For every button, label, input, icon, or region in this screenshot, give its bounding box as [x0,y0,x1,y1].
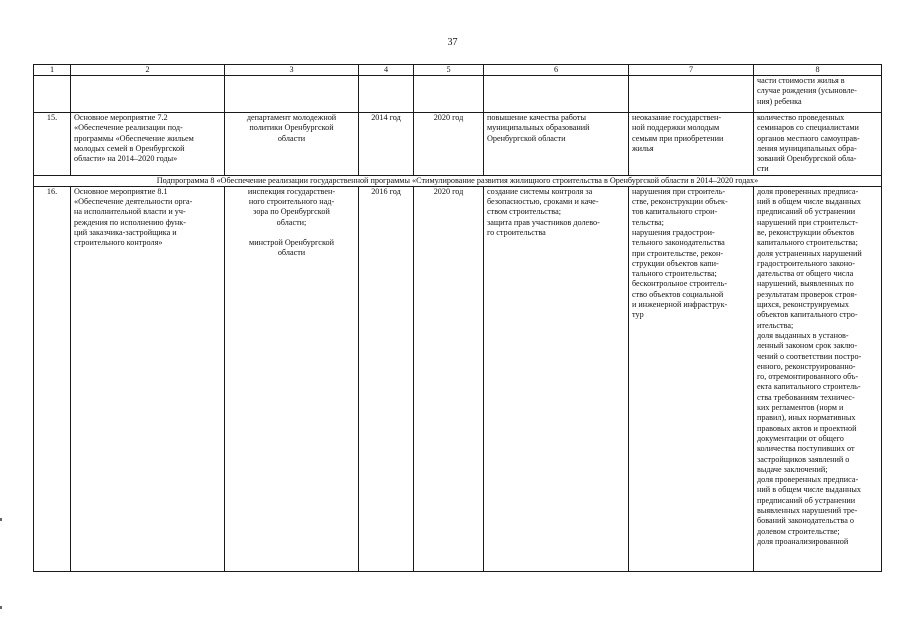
column-number-row [34,65,882,76]
end-year-cell: 2020 год [414,186,484,571]
subprogram-heading-row [34,175,882,186]
table-cell [225,76,359,113]
column-number: 3 [225,65,359,76]
measures-table [33,64,882,572]
row-number: 16. [34,186,71,571]
executor-ministry: минстрой Оренбургской области [249,237,334,258]
end-year-cell: 2020 год [414,113,484,176]
column-number: 4 [359,65,414,76]
indicator-cell: доля проверенных предписа- ний в общем числе выданных предписаний об устранении нарушений при строительст- ве, реконструкции объектов капитального строительства; доля устраненных нарушений градостроительного законо- дательства от общего числа нарушений, выявленных по результатам проверок строя- щихся, реконструируемых объектов капитального стро- ительства; доля выданных в установ- ленный законом срок заклю- чений о соответствии постро- енного, реконструированно- го, отремонтированного объ- екта капитального строитель- ства требованиям техничес- ких регламентов (норм и правил), иных нормативных правовых актов и проектной документации от общего количества поступивших от застройщиков заявлений о выдаче заключений; доля проверенных предписа- ний в общем числе выданных предписаний об устранении выявленных нарушений тре- бований законодательства о долевом строительстве; доля проанализированной [754,186,882,571]
executor-cell: департамент молодежной политики Оренбургской области [225,113,359,176]
executor-cell [225,186,359,571]
indicator-cell: количество проведенных семинаров со специалистами органов местного самоуправ- ления муниципальных обра- зований Оренбургской обла- сти [754,113,882,176]
result-cell: создание системы контроля за безопасностью, сроками и каче- ством строительства; защита прав участников долево- го строительства [484,186,629,571]
column-number: 2 [71,65,225,76]
page-number: 37 [447,37,458,48]
consequence-cell: неоказание государствен- ной поддержки молодым семьям при приобретении жилья [629,113,754,176]
table-cell [629,76,754,113]
row-number: 15. [34,113,71,176]
scan-mark [0,518,2,521]
measure-cell: Основное мероприятие 8.1 «Обеспечение деятельности орга- на исполнительной власти и уч- реждения по исполнению функ- ций заказчика-застройщика и строительного контроля» [71,186,225,571]
start-year-cell: 2016 год [359,186,414,571]
column-number: 1 [34,65,71,76]
table-cell [34,76,71,113]
column-number: 7 [629,65,754,76]
executor-inspection: инспекция государствен- ного строительного над- зора по Оренбургской области; [247,186,336,227]
table-row-16 [34,186,882,571]
table-cell [359,76,414,113]
scan-mark [0,606,2,609]
result-cell: повышение качества работы муниципальных образований Оренбургской области [484,113,629,176]
table-cell [484,76,629,113]
start-year-cell: 2014 год [359,113,414,176]
subprogram-heading: Подпрограмма 8 «Обеспечение реализации государственной программы «Стимулирование развития жилищного строительства в Оренбургской области в 2014–2020 годах» [34,175,882,186]
column-number: 8 [754,65,882,76]
measure-cell: Основное мероприятие 7.2 «Обеспечение реализации под- программы «Обеспечение жильем молодых семей в Оренбургской области» на 2014–2020 годы» [71,113,225,176]
table-row-carryover [34,76,882,113]
table-cell [71,76,225,113]
indicator-cell: части стоимости жилья в случае рождения (усыновле- ния) ребенка [754,76,882,113]
column-number: 5 [414,65,484,76]
table-cell [414,76,484,113]
spacer [228,228,355,238]
table-row-15 [34,113,882,176]
consequence-cell: нарушения при строитель- стве, реконструкции объек- тов капитального строи- тельства; нарушения градострои- тельного законодательства при строительстве, рекон- струкции объектов капи- тального строительства; бесконтрольное строитель- ство объектов социальной и инженерной инфраструк- тур [629,186,754,571]
column-number: 6 [484,65,629,76]
